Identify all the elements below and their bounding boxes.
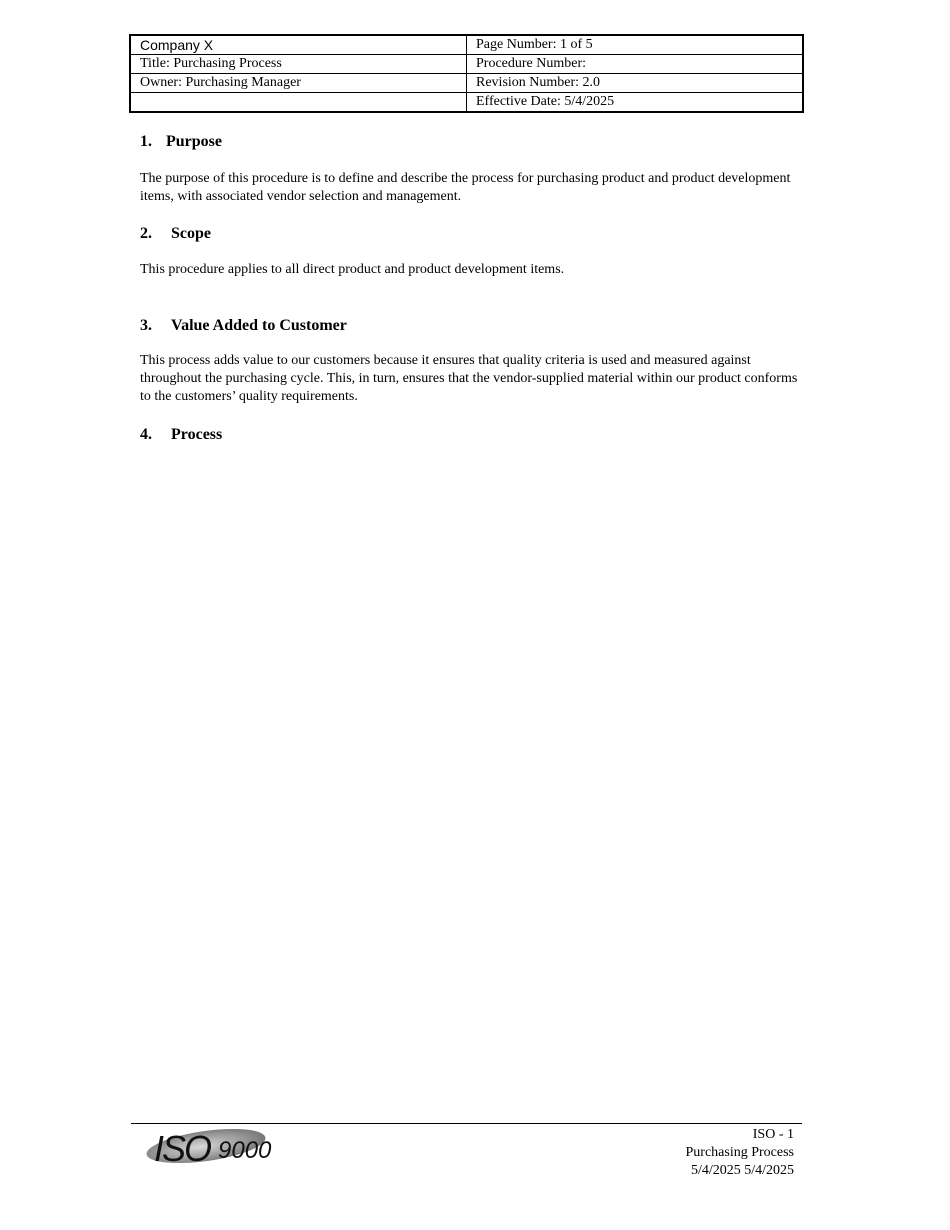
section-title: Process	[171, 426, 223, 443]
section-body-purpose: The purpose of this procedure is to define and describe the process for purchasing product and product development items, with associated vendor selection and management.	[140, 171, 791, 204]
footer-info	[686, 1126, 795, 1180]
document-header-table	[129, 34, 804, 113]
section-heading-purpose	[140, 132, 222, 152]
section-heading-value-added	[140, 316, 347, 336]
section-heading-process	[140, 425, 222, 445]
company-name: Company X	[130, 35, 467, 55]
iso-9000-logo	[146, 1124, 276, 1168]
section-number: 3.	[140, 317, 152, 334]
document-owner: Owner: Purchasing Manager	[130, 74, 467, 93]
section-body-value-added: This process adds value to our customers because it ensures that quality criteria is used and measured against throughout the purchasing cycle. This, in turn, ensures that the vendor-supplied material within our product conforms to the customers’ quality requirements.	[140, 353, 798, 404]
section-number: 2.	[140, 225, 152, 242]
header-row	[130, 35, 803, 55]
section-body-scope: This procedure applies to all direct product and product development items.	[140, 262, 565, 277]
section-heading-scope	[140, 224, 211, 244]
footer-doc-name: Purchasing Process	[685, 1145, 794, 1160]
header-row	[130, 74, 803, 93]
header-row	[130, 55, 803, 74]
svg-text:9000: 9000	[218, 1137, 272, 1164]
footer-doc-id: ISO - 1	[752, 1127, 794, 1142]
section-title: Value Added to Customer	[171, 317, 347, 334]
section-number: 1.	[140, 133, 152, 150]
header-row	[130, 93, 803, 113]
svg-text:ISO: ISO	[154, 1128, 211, 1168]
document-title: Title: Purchasing Process	[130, 55, 467, 74]
footer-dates: 5/4/2025 5/4/2025	[690, 1163, 794, 1178]
procedure-number: Procedure Number:	[467, 55, 804, 74]
empty-cell	[130, 93, 467, 113]
revision-number: Revision Number: 2.0	[467, 74, 804, 93]
section-title: Purpose	[166, 133, 222, 150]
section-number: 4.	[140, 426, 152, 443]
page-number: Page Number: 1 of 5	[467, 35, 804, 55]
effective-date: Effective Date: 5/4/2025	[467, 93, 804, 113]
section-title: Scope	[171, 225, 211, 242]
